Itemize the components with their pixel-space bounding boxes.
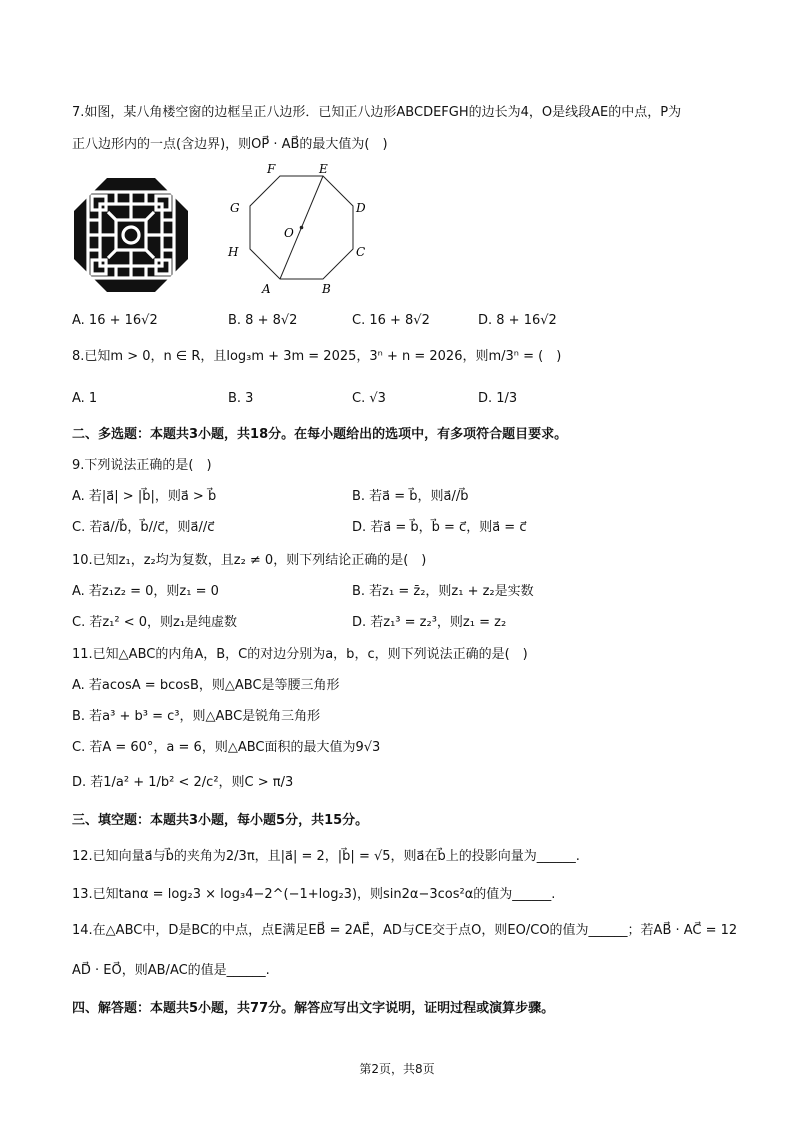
q10-option-b: B. 若z₁ = z̄₂，则z₁ + z₂是实数 — [352, 584, 534, 599]
octagon-window-image — [72, 176, 190, 294]
q8-option-b: B. 3 — [228, 391, 254, 406]
q9-option-c: C. 若a⃗//b⃗，b⃗//c⃗，则a⃗//c⃗ — [72, 520, 215, 535]
q7-option-b: B. 8 + 8√2 — [228, 313, 298, 328]
section-2-heading: 二、多选题：本题共3小题，共18分。在每小题给出的选项中，有多项符合题目要求。 — [72, 427, 568, 442]
q14-line2: AD⃗ · EO⃗，则AB/AC的值是______. — [72, 963, 270, 978]
label-D: D — [356, 201, 366, 215]
label-B: B — [322, 282, 331, 296]
label-O: O — [284, 226, 294, 240]
section-4-heading: 四、解答题：本题共5小题，共77分。解答应写出文字说明，证明过程或演算步骤。 — [72, 1001, 555, 1016]
q11-option-d: D. 若1/a² + 1/b² < 2/c²，则C > π/3 — [72, 775, 294, 790]
q8-line1: 8.已知m > 0，n ∈ R，且log₃m + 3m = 2025，3ⁿ + n = 2026，则m/3ⁿ = ( ) — [72, 349, 562, 364]
q11-option-c: C. 若A = 60°，a = 6，则△ABC面积的最大值为9√3 — [72, 740, 381, 755]
q13-line: 13.已知tanα = log₂3 × log₃4−2^(−1+log₂3)，则sin2α−3cos²α的值为______. — [72, 887, 556, 902]
q11-line1: 11.已知△ABC的内角A，B，C的对边分别为a，b，c，则下列说法正确的是( ) — [72, 647, 528, 662]
label-G: G — [230, 201, 240, 215]
q14-line1: 14.在△ABC中，D是BC的中点，点E满足EB⃗ = 2AE⃗，AD与CE交于点O，则EO/CO的值为______；若AB⃗ · AC⃗ = 12 — [72, 923, 738, 938]
label-F: F — [267, 162, 276, 176]
q8-option-d: D. 1/3 — [478, 391, 518, 406]
q10-option-d: D. 若z₁³ = z₂³，则z₁ = z₂ — [352, 615, 507, 630]
q9-option-d: D. 若a⃗ = b⃗，b⃗ = c⃗，则a⃗ = c⃗ — [352, 520, 527, 535]
label-C: C — [356, 245, 366, 259]
section-3-heading: 三、填空题：本题共3小题，每小题5分，共15分。 — [72, 813, 369, 828]
q7-line1: 7.如图，某八角楼空窗的边框呈正八边形．已知正八边形ABCDEFGH的边长为4，O是线段AE的中点，P为 — [72, 105, 682, 120]
label-H: H — [228, 245, 239, 259]
q7-option-d: D. 8 + 16√2 — [478, 313, 557, 328]
label-A: A — [262, 282, 271, 296]
q11-option-b: B. 若a³ + b³ = c³，则△ABC是锐角三角形 — [72, 709, 321, 724]
q9-option-b: B. 若a⃗ = b⃗，则a⃗//b⃗ — [352, 489, 469, 504]
q8-option-a: A. 1 — [72, 391, 98, 406]
q7-option-c: C. 16 + 8√2 — [352, 313, 430, 328]
label-E: E — [319, 162, 328, 176]
page-footer: 第2页，共8页 — [359, 1062, 435, 1076]
q10-line1: 10.已知z₁，z₂均为复数，且z₂ ≠ 0，则下列结论正确的是( ) — [72, 553, 427, 568]
q12-line: 12.已知向量a⃗与b⃗的夹角为2/3π，且|a⃗| = 2，|b⃗| = √5，则a⃗在b⃗上的投影向量为______. — [72, 849, 580, 864]
q8-option-c: C. √3 — [352, 391, 386, 406]
q9-line1: 9.下列说法正确的是( ) — [72, 458, 212, 473]
octagon-diagram — [222, 160, 372, 300]
q10-option-c: C. 若z₁² < 0，则z₁是纯虚数 — [72, 615, 238, 630]
q9-option-a: A. 若|a⃗| > |b⃗|，则a⃗ > b⃗ — [72, 489, 217, 504]
q7-option-a: A. 16 + 16√2 — [72, 313, 158, 328]
q7-line2: 正八边形内的一点(含边界)，则OP⃗ · AB⃗的最大值为( ) — [72, 137, 388, 152]
q10-option-a: A. 若z₁z₂ = 0，则z₁ = 0 — [72, 584, 219, 599]
q11-option-a: A. 若acosA = bcosB，则△ABC是等腰三角形 — [72, 678, 340, 693]
